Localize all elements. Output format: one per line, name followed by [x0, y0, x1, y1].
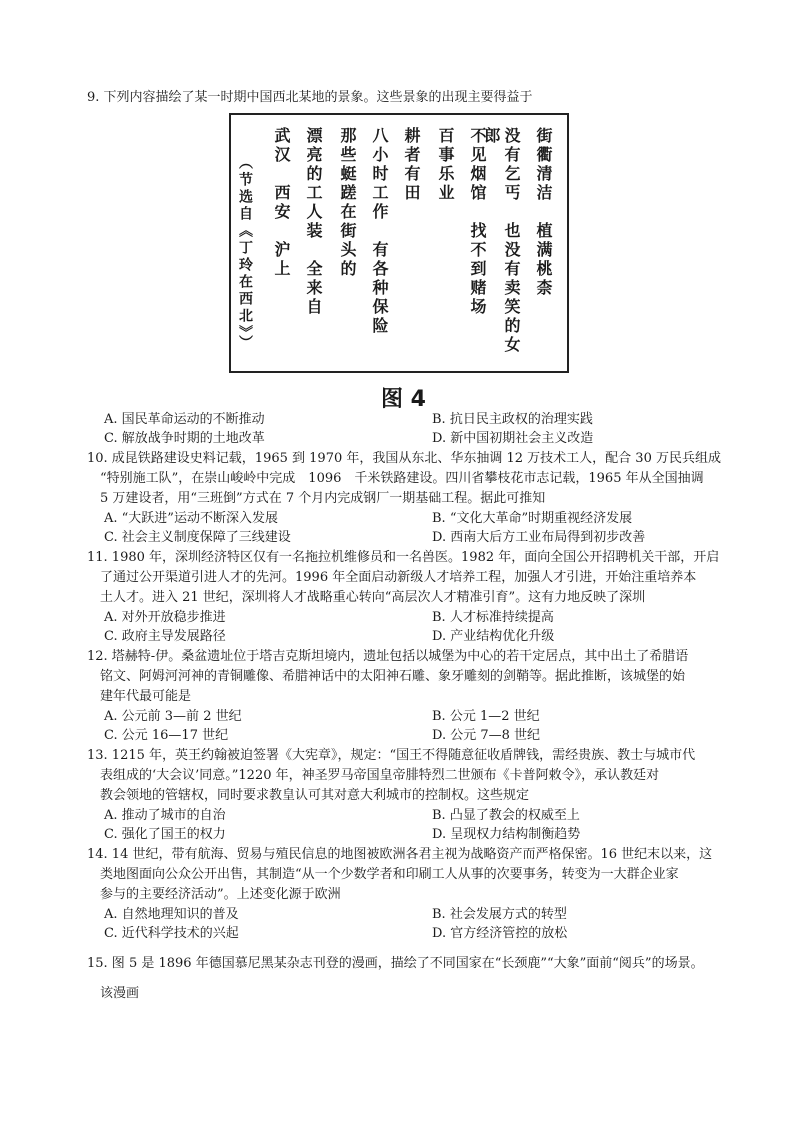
option-a[interactable]: A. “大跃进”运动不断深入发展 [104, 511, 278, 526]
poem-line: 街衢清洁 植满桃柰 [534, 127, 553, 298]
option-c[interactable]: C. 解放战争时期的土地改革 [104, 431, 265, 446]
option-d[interactable]: D. 产业结构优化升级 [432, 629, 555, 644]
option-d[interactable]: D. 新中国初期社会主义改造 [432, 431, 594, 446]
option-d[interactable]: D. 公元 7—8 世纪 [432, 728, 541, 743]
q15-stem-line: 该漫画 [100, 986, 140, 1001]
q10-stem-line: 10. 成昆铁路建设史料记载，1965 到 1970 年，我国从东北、华东抽调 12 万技术工人，配合 30 万民兵组成 [87, 451, 721, 466]
option-a[interactable]: A. 推动了城市的自治 [104, 808, 226, 823]
option-d[interactable]: D. 西南大后方工业布局得到初步改善 [432, 530, 646, 545]
q15-stem-line: 15. 图 5 是 1896 年德国慕尼黑某杂志刊登的漫画，描绘了不同国家在“长颈鹿”“大象”面前“阅兵”的场景。 [87, 956, 704, 971]
option-a[interactable]: A. 对外开放稳步推进 [104, 610, 226, 625]
q10-stem-line: 5 万建设者，用“三班倒”方式在 7 个月内完成钢厂一期基础工程。据此可推知 [100, 491, 546, 506]
option-a[interactable]: A. 公元前 3—前 2 世纪 [104, 709, 242, 724]
q14-stem-line: 参与的主要经济活动”。上述变化源于欧洲 [100, 887, 341, 902]
q12-stem-line: 建年代最可能是 [100, 689, 192, 704]
option-a[interactable]: A. 自然地理知识的普及 [104, 907, 239, 922]
option-c[interactable]: C. 近代科学技术的兴起 [104, 926, 239, 941]
q13-stem-line: 表组成的‘大会议’同意。”1220 年，神圣罗马帝国皇帝腓特烈二世颁布《卡普阿敕令》，承认教廷对 [100, 768, 660, 783]
q11-stem-line: 11. 1980 年，深圳经济特区仅有一名拖拉机维修员和一名兽医。1982 年，面向全国公开招聘机关干部，开启 [87, 550, 720, 565]
q11-stem-line: 土人才。进入 21 世纪，深圳将人才战略重心转向“高层次人才精准引育”。这有力地反映了深圳 [100, 590, 646, 605]
q10-stem-line: “特别施工队”，在崇山峻岭中完成 1096 千米铁路建设。四川省攀枝花市志记载，1965 年从全国抽调 [100, 471, 704, 486]
q9-stem: 9. 下列内容描绘了某一时期中国西北某地的景象。这些景象的出现主要得益于 [87, 90, 533, 105]
q12-stem-line: 12. 塔赫特-伊。桑盆遗址位于塔吉克斯坦境内，遗址包括以城堡为中心的若干定居点，其中出土了希腊语 [87, 649, 689, 664]
option-c[interactable]: C. 政府主导发展路径 [104, 629, 226, 644]
q14-stem-line: 类地图面向公众公开出售，其制造“从一个少数学者和印刷工人从事的次要事务，转变为一大群企业家 [100, 867, 679, 882]
option-d[interactable]: D. 呈现权力结构制衡趋势 [432, 827, 581, 842]
option-d[interactable]: D. 官方经济管控的放松 [432, 926, 568, 941]
poem-line: 八小时工作 有各种保险 [370, 127, 389, 336]
poem-source: （节选自《丁玲在西北》） [237, 155, 253, 352]
option-b[interactable]: B. 抗日民主政权的治理实践 [432, 412, 593, 427]
q14-stem-line: 14. 14 世纪，带有航海、贸易与殖民信息的地图被欧洲各君主视为战略资产而严格保密。16 世纪末以来，这 [87, 847, 713, 862]
option-b[interactable]: B. 凸显了教会的权威至上 [432, 808, 580, 823]
option-a[interactable]: A. 国民革命运动的不断推动 [104, 412, 265, 427]
figure-caption: 图 4 [381, 387, 426, 412]
option-b[interactable]: B. 人才标准持续提高 [432, 610, 554, 625]
q13-stem-line: 教会领地的管辖权，同时要求教皇认可其对意大利城市的控制权。这些规定 [100, 788, 530, 803]
poem-line: 武汉 西安 沪上 [272, 127, 291, 279]
q11-stem-line: 了通过公开渠道引进人才的先河。1996 年全面启动新级人才培养工程，加强人才引进，开始注重培养本 [100, 570, 697, 585]
poem-line: 那些蜓蹉在街头的 [338, 127, 357, 279]
option-b[interactable]: B. 社会发展方式的转型 [432, 907, 567, 922]
option-b[interactable]: B. “文化大革命”时期重视经济发展 [432, 511, 633, 526]
option-c[interactable]: C. 社会主义制度保障了三线建设 [104, 530, 291, 545]
q13-stem-line: 13. 1215 年，英王约翰被迫签署《大宪章》，规定：“国王不得随意征收盾牌钱，需经贵族、教士与城市代 [87, 748, 696, 763]
q12-stem-line: 铭文、阿姆河河神的青铜雕像、希腊神话中的太阳神石雕、象牙雕刻的剑鞘等。据此推断，该城堡的始 [100, 669, 686, 684]
option-b[interactable]: B. 公元 1—2 世纪 [432, 709, 540, 724]
poem-line: 耕者有田 [402, 127, 421, 203]
poem-line: 不见烟馆 找不到赌场 [468, 127, 487, 317]
option-c[interactable]: C. 公元 16—17 世纪 [104, 728, 229, 743]
poem-line: 没有乞丐 也没有卖笑的女郎 [482, 127, 521, 355]
option-c[interactable]: C. 强化了国王的权力 [104, 827, 226, 842]
poem-box [229, 113, 569, 373]
poem-line: 漂亮的工人装 全来自 [304, 127, 323, 317]
poem-line: 百事乐业 [436, 127, 455, 203]
